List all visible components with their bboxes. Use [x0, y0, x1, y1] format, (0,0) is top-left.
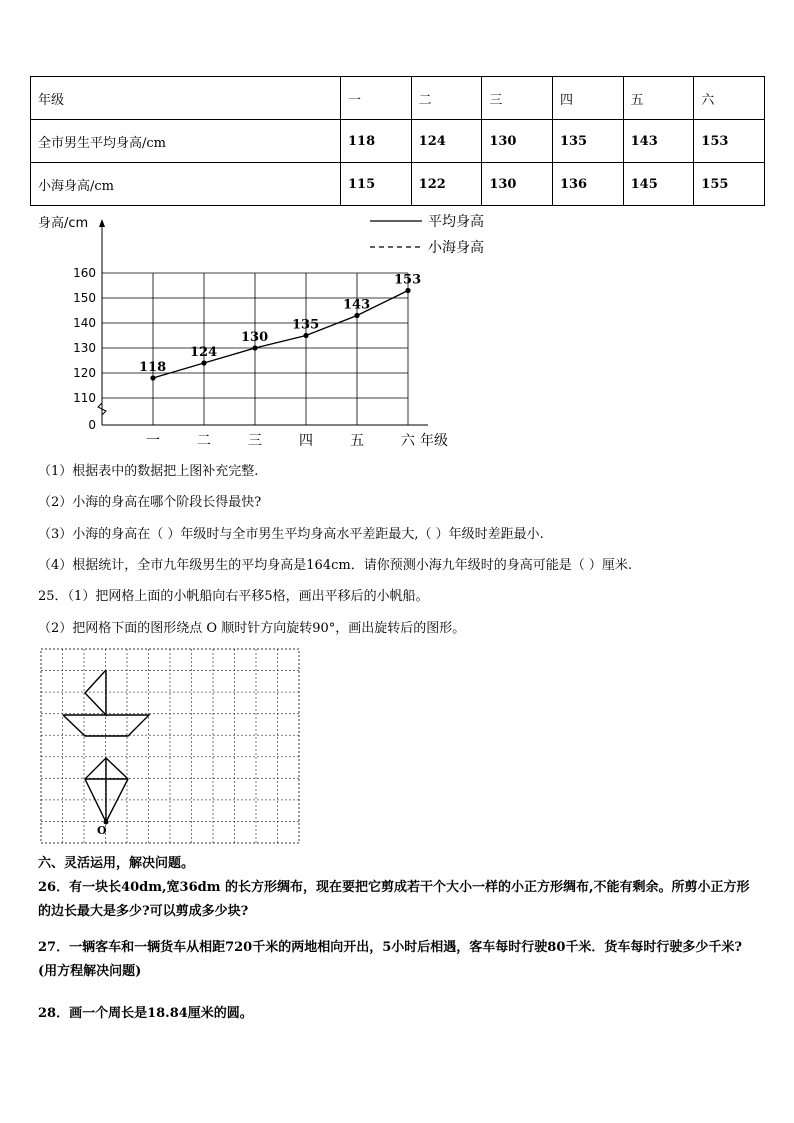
x-tick-label: 二 [197, 433, 211, 449]
chart-svg [30, 205, 510, 455]
table-cell: 年级 [31, 77, 341, 120]
table-cell: 全市男生平均身高/cm [31, 120, 341, 163]
legend-label: 小海身高 [428, 240, 484, 256]
table-header-row [31, 77, 765, 120]
data-label: 143 [343, 297, 371, 313]
table-cell: 三 [482, 77, 553, 120]
drawing-grid [40, 648, 302, 850]
data-label: 124 [190, 345, 218, 360]
x-tick-label: 六 [401, 433, 415, 449]
y-axis-arrow [99, 219, 105, 227]
y-tick-label: 130 [73, 341, 96, 355]
data-point [150, 375, 155, 380]
table-cell: 130 [482, 163, 553, 206]
y-axis-label: 身高/cm [38, 216, 89, 231]
x-tick-label: 五 [350, 433, 364, 449]
question-25-part2: （2）把网格下面的图形绕点 O 顺时针方向旋转90°，画出旋转后的图形。 [38, 621, 466, 636]
question-25-part1: 25．（1）把网格上面的小帆船向右平移5格，画出平移后的小帆船。 [38, 589, 429, 604]
table-row [31, 120, 765, 163]
table-cell: 小海身高/cm [31, 163, 341, 206]
section-6-heading: 六、灵活运用，解决问题。 [38, 856, 195, 871]
question-1: （1）根据表中的数据把上图补充完整. [38, 464, 259, 479]
question-3: （3）小海的身高在（ ）年级时与全市男生平均身高水平差距最大,（ ）年级时差距最小. [38, 527, 544, 542]
table-cell: 六 [694, 77, 765, 120]
data-label: 118 [139, 360, 167, 375]
question-4: （4）根据统计，全市九年级男生的平均身高是164cm．请你预测小海九年级时的身高可能是（ ）厘米. [38, 558, 632, 573]
kite-shape [85, 758, 128, 824]
data-point [201, 360, 206, 365]
y-tick-label: 150 [73, 291, 96, 305]
table-cell: 145 [623, 163, 694, 206]
grid-svg [40, 648, 302, 846]
table-cell: 一 [341, 77, 412, 120]
y-tick-label: 0 [88, 418, 96, 432]
data-point [252, 345, 257, 350]
y-tick-label: 160 [73, 266, 96, 280]
table-cell: 136 [552, 163, 623, 206]
data-point [354, 313, 359, 318]
y-tick-label: 110 [73, 391, 96, 405]
table-cell: 155 [694, 163, 765, 206]
table-cell: 124 [411, 120, 482, 163]
data-point [303, 333, 308, 338]
height-table [30, 76, 765, 206]
x-tick-label: 四 [299, 433, 313, 449]
table-cell: 122 [411, 163, 482, 206]
table-cell: 143 [623, 120, 694, 163]
data-point [405, 288, 410, 293]
x-axis-label: 年级 [420, 433, 448, 449]
point-o-label: O [97, 824, 107, 837]
table-cell: 130 [482, 120, 553, 163]
legend-label: 平均身高 [428, 214, 484, 230]
question-27: 27．一辆客车和一辆货车从相距720千米的两地相向开出，5小时后相遇，客车每时行驶80千米．货车每时行驶多少千米?(用方程解决问题) [38, 940, 742, 979]
table-cell: 五 [623, 77, 694, 120]
table-cell: 115 [341, 163, 412, 206]
question-28: 28．画一个周长是18.84厘米的圆。 [38, 1006, 253, 1021]
question-26: 26．有一块长40dm,宽36dm 的长方形绸布，现在要把它剪成若干个大小一样的小正方形绸布,不能有剩余。所剪小正方形的边长最大是多少?可以剪成多少块? [38, 880, 750, 919]
question-2: （2）小海的身高在哪个阶段长得最快? [38, 495, 262, 510]
sailboat-hull [63, 715, 149, 736]
x-tick-label: 一 [146, 433, 160, 449]
data-label: 153 [394, 272, 422, 288]
table-cell: 153 [694, 120, 765, 163]
table-cell: 135 [552, 120, 623, 163]
table-row [31, 163, 765, 206]
x-tick-label: 三 [248, 433, 262, 449]
data-label: 130 [241, 330, 269, 345]
table-cell: 四 [552, 77, 623, 120]
y-tick-label: 140 [73, 316, 96, 330]
table-cell: 二 [411, 77, 482, 120]
sailboat-shape [63, 670, 149, 736]
height-line-chart [30, 205, 510, 455]
y-tick-label: 120 [73, 366, 96, 380]
data-label: 135 [292, 317, 320, 333]
table-cell: 118 [341, 120, 412, 163]
